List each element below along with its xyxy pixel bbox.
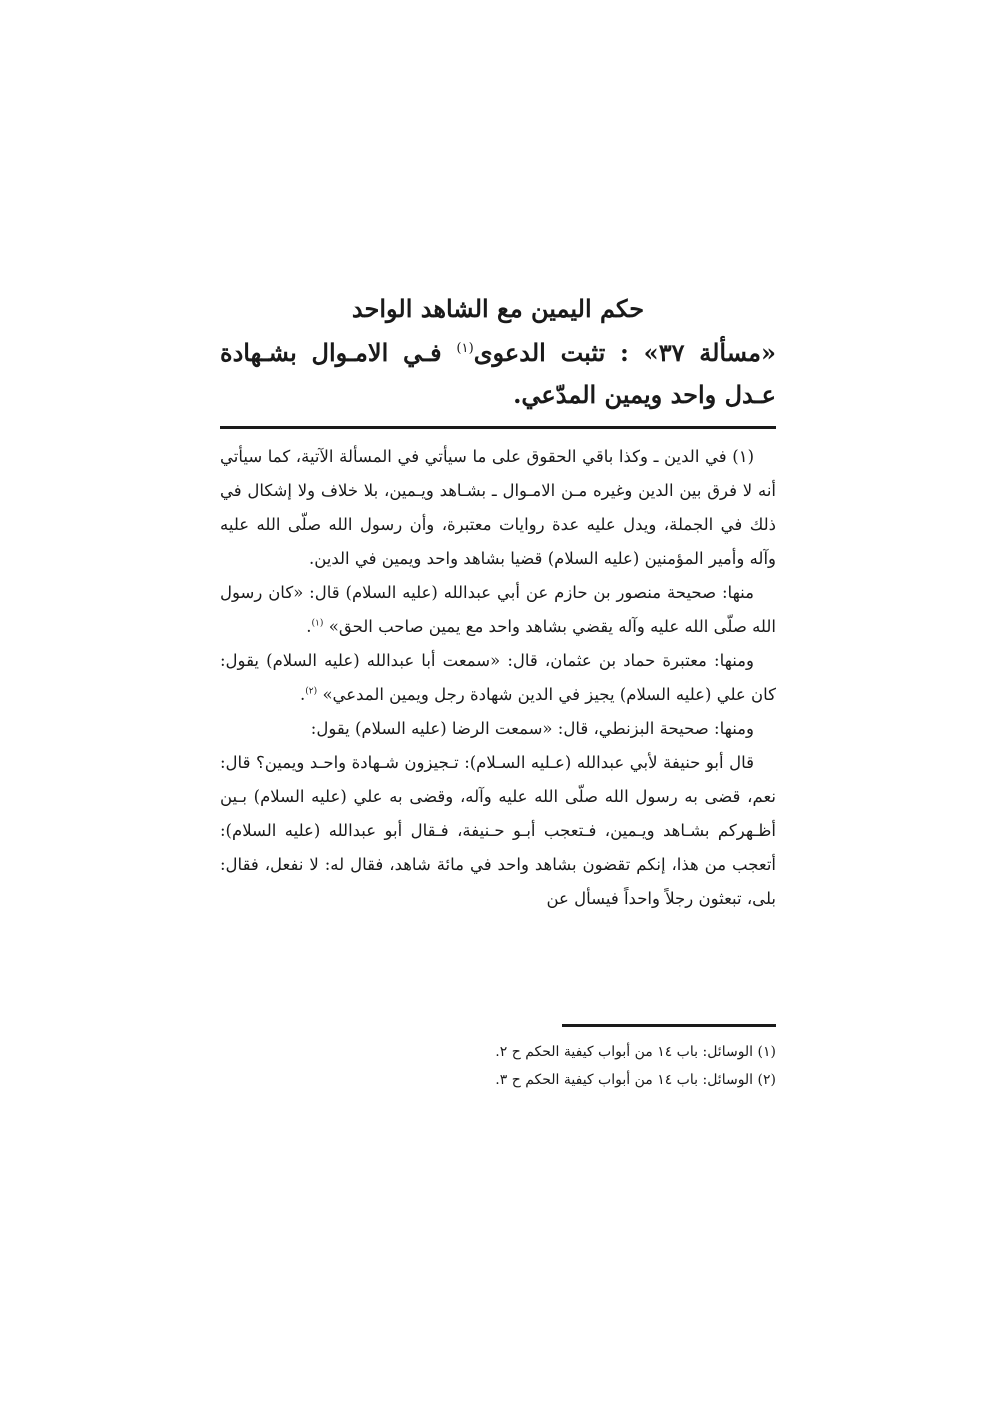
footnote: (١) الوسائل: باب ١٤ من أبواب كيفية الحكم ح ٢. <box>495 1044 776 1060</box>
page-title: حكم اليمين مع الشاهد الواحد <box>351 294 645 323</box>
commentary-paragraph <box>220 576 776 644</box>
footnotes <box>220 1038 776 1094</box>
heading-text-end: فـي الامـوال بشـهادة عـدل واحد ويمين المدّعي. <box>220 338 776 409</box>
footnote-marker: (١) <box>456 341 474 356</box>
commentary-paragraph: (١) في الدين ـ وكذا باقي الحقوق على ما سيأتي في المسألة الآتية، كما سيأتي أنه لا فرق بين الدين وغيره مـن الامـوال ـ بشـاهد ويـمين، بلا خلاف ولا إشكال في ذلك في الجملة، ويدل عليه عدة روايات معتبرة، وأن رسول الله صلّى الله عليه وآله وأمير المؤمنين (عليه السلام) قضيا بشاهد واحد ويمين في الدين. <box>220 447 776 568</box>
commentary-paragraph <box>220 644 776 712</box>
paragraph-tail: . <box>306 617 312 636</box>
footnote-divider <box>562 1024 776 1027</box>
paragraph-text: منها: صحيحة منصور بن حازم عن أبي عبدالله (عليه السلام) قال: «كان رسول الله صلّى الله عليه وآله يقضي بشاهد واحد مع يمين صاحب الحق» <box>220 583 776 636</box>
commentary-body <box>220 440 776 916</box>
heading-text-start: «مسألة ٣٧» : تثبت الدعوى <box>473 338 776 367</box>
commentary-divider <box>220 426 776 429</box>
issue-heading <box>220 332 776 416</box>
paragraph-text: ومنها: معتبرة حماد بن عثمان، قال: «سمعت أبا عبدالله (عليه السلام) يقول: كان علي (عليه السلام) يجيز في الدين شهادة رجل ويمين المدعي» <box>220 651 776 704</box>
paragraph-tail: . <box>299 685 306 704</box>
commentary-paragraph: ومنها: صحيحة البزنطي، قال: «سمعت الرضا (عليه السلام) يقول: <box>310 719 754 738</box>
footnote-marker: (١) <box>311 618 324 629</box>
commentary-paragraph: قال أبو حنيفة لأبي عبدالله (عـليه السـلام): تـجيزون شـهادة واحـد ويمين؟ قال: نعم، قضى به رسول الله صلّى الله عليه وآله، وقضى به علي (عليه السلام) بـين أظـهركم بشـاهد ويـمين، فـتعجب أبـو حـنيفة، فـقال أبو عبدالله (عليه السلام): أتعجب من هذا، إنكم تقضون بشاهد واحد في مائة شاهد، فقال له: لا نفعل، فقال: بلى، تبعثون رجلاً واحداً فيسأل عن <box>220 753 776 908</box>
footnote-marker: (٢) <box>305 686 318 697</box>
footnote: (٢) الوسائل: باب ١٤ من أبواب كيفية الحكم ح ٣. <box>495 1072 776 1088</box>
